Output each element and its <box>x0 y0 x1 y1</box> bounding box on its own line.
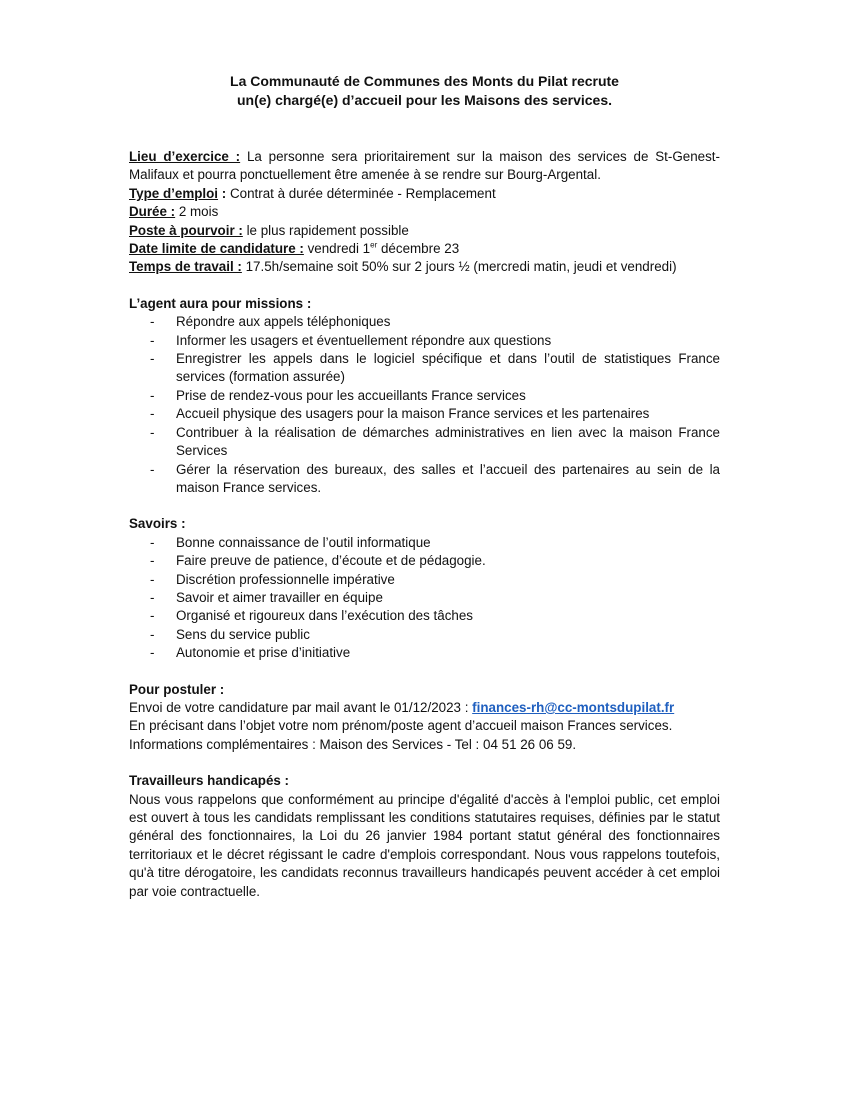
field-temps-travail <box>129 258 720 276</box>
dash-bullet: - <box>150 553 155 569</box>
title-line-2: un(e) chargé(e) d’accueil pour les Maisons des services. <box>236 92 613 108</box>
dash-bullet: - <box>150 534 155 550</box>
title-line-1: La Communauté de Communes des Monts du Pilat recrute <box>230 73 619 89</box>
field-label: Lieu d’exercice : <box>129 149 241 164</box>
document-title <box>129 72 720 110</box>
dash-bullet: - <box>150 406 155 422</box>
field-value: le plus rapidement possible <box>242 222 409 238</box>
ordinal-suffix: er <box>370 240 378 250</box>
field-value: 2 mois <box>175 204 219 220</box>
list-item: - Bonne connaissance de l’outil informatique <box>129 534 720 552</box>
list-item: - Répondre aux appels téléphoniques <box>129 313 720 331</box>
list-item: - Autonomie et prise d’initiative <box>129 644 720 662</box>
dash-bullet: - <box>150 314 155 330</box>
dash-bullet: - <box>150 351 155 367</box>
dash-bullet: - <box>150 461 155 477</box>
email-link[interactable]: finances-rh@cc-montsdupilat.fr <box>472 699 675 715</box>
list-item: - Gérer la réservation des bureaux, des salles et l’accueil des partenaires au sein de la maison France services. <box>150 461 720 495</box>
missions-heading: L’agent aura pour missions : <box>129 295 312 311</box>
list-item: - Contribuer à la réalisation de démarches administratives en lien avec la maison France Services <box>150 424 720 459</box>
field-lieu-exercice <box>129 148 720 185</box>
dash-bullet: - <box>150 589 155 605</box>
field-value: La personne sera prioritairement sur la maison des services de St-Genest-Malifaux et pourra ponctuellement être amenée à se rendre sur Bourg-Argental. <box>129 149 720 183</box>
field-value: Contrat à durée déterminée - Remplacement <box>226 185 496 201</box>
list-item: - Enregistrer les appels dans le logiciel spécifique et dans l’outil de statistiques France services (formation assurée) <box>150 351 720 385</box>
field-poste-a-pourvoir <box>129 222 720 240</box>
postuler-line-3: Informations complémentaires : Maison des Services - Tel : 04 51 26 06 59. <box>129 736 577 752</box>
missions-list <box>129 313 720 497</box>
dash-bullet: - <box>150 571 155 587</box>
field-date-limite <box>129 240 720 258</box>
missions-section <box>129 295 720 497</box>
list-item: - Informer les usagers et éventuellement répondre aux questions <box>129 332 720 350</box>
field-label: Type d’emploi <box>129 185 219 201</box>
handicap-section <box>129 772 720 901</box>
list-item: - Accueil physique des usagers pour la maison France services et les partenaires <box>129 405 720 423</box>
postuler-section <box>129 681 720 755</box>
dash-bullet: - <box>150 332 155 348</box>
list-item: - Sens du service public <box>129 626 720 644</box>
document-page <box>129 72 720 901</box>
list-item: - Prise de rendez-vous pour les accueillants France services <box>129 387 720 405</box>
field-label: Date limite de candidature : <box>129 241 304 257</box>
field-separator: : <box>218 185 227 201</box>
list-item: - Discrétion professionnelle impérative <box>129 571 720 589</box>
field-duree <box>129 203 720 221</box>
postuler-heading: Pour postuler : <box>129 681 225 697</box>
field-label: Poste à pourvoir : <box>129 222 243 238</box>
dash-bullet: - <box>150 645 155 661</box>
field-label: Temps de travail : <box>129 259 242 275</box>
job-details <box>129 148 720 277</box>
field-type-emploi <box>129 185 720 203</box>
field-value: 17.5h/semaine soit 50% sur 2 jours ½ (mercredi matin, jeudi et vendredi) <box>241 259 677 275</box>
handicap-heading: Travailleurs handicapés : <box>129 773 290 789</box>
dash-bullet: - <box>150 626 155 642</box>
savoirs-list <box>129 534 720 663</box>
list-item: - Organisé et rigoureux dans l’exécution des tâches <box>129 607 720 625</box>
field-value: vendredi 1 <box>303 241 371 257</box>
savoirs-section <box>129 515 720 662</box>
savoirs-heading: Savoirs : <box>129 516 186 532</box>
postuler-line-2: En précisant dans l’objet votre nom prénom/poste agent d’accueil maison Frances services. <box>129 718 673 734</box>
list-item: - Savoir et aimer travailler en équipe <box>129 589 720 607</box>
dash-bullet: - <box>150 424 155 440</box>
field-value-end: décembre 23 <box>377 241 460 257</box>
field-label: Durée : <box>129 204 176 220</box>
dash-bullet: - <box>150 608 155 624</box>
list-item: - Faire preuve de patience, d’écoute et de pédagogie. <box>129 552 720 570</box>
dash-bullet: - <box>150 387 155 403</box>
postuler-line-1: Envoi de votre candidature par mail avant le 01/12/2023 : finances-rh@cc-montsdupilat.fr <box>129 699 675 715</box>
handicap-text: Nous vous rappelons que conformément au principe d'égalité d'accès à l'emploi public, cet emploi est ouvert à tous les candidats remplissant les conditions statutaires requises, définies par le statut général des fonctionnaires, la Loi du 26 janvier 1984 portant statut général des fonctionnaires territoriaux et le décret régissant le cadre d'emplois correspondant. Nous vous rappelons toutefois, qu'à titre dérogatoire, les candidats reconnus travailleurs handicapés peuvent accéder à cet emploi par voie contractuelle. <box>129 791 720 899</box>
